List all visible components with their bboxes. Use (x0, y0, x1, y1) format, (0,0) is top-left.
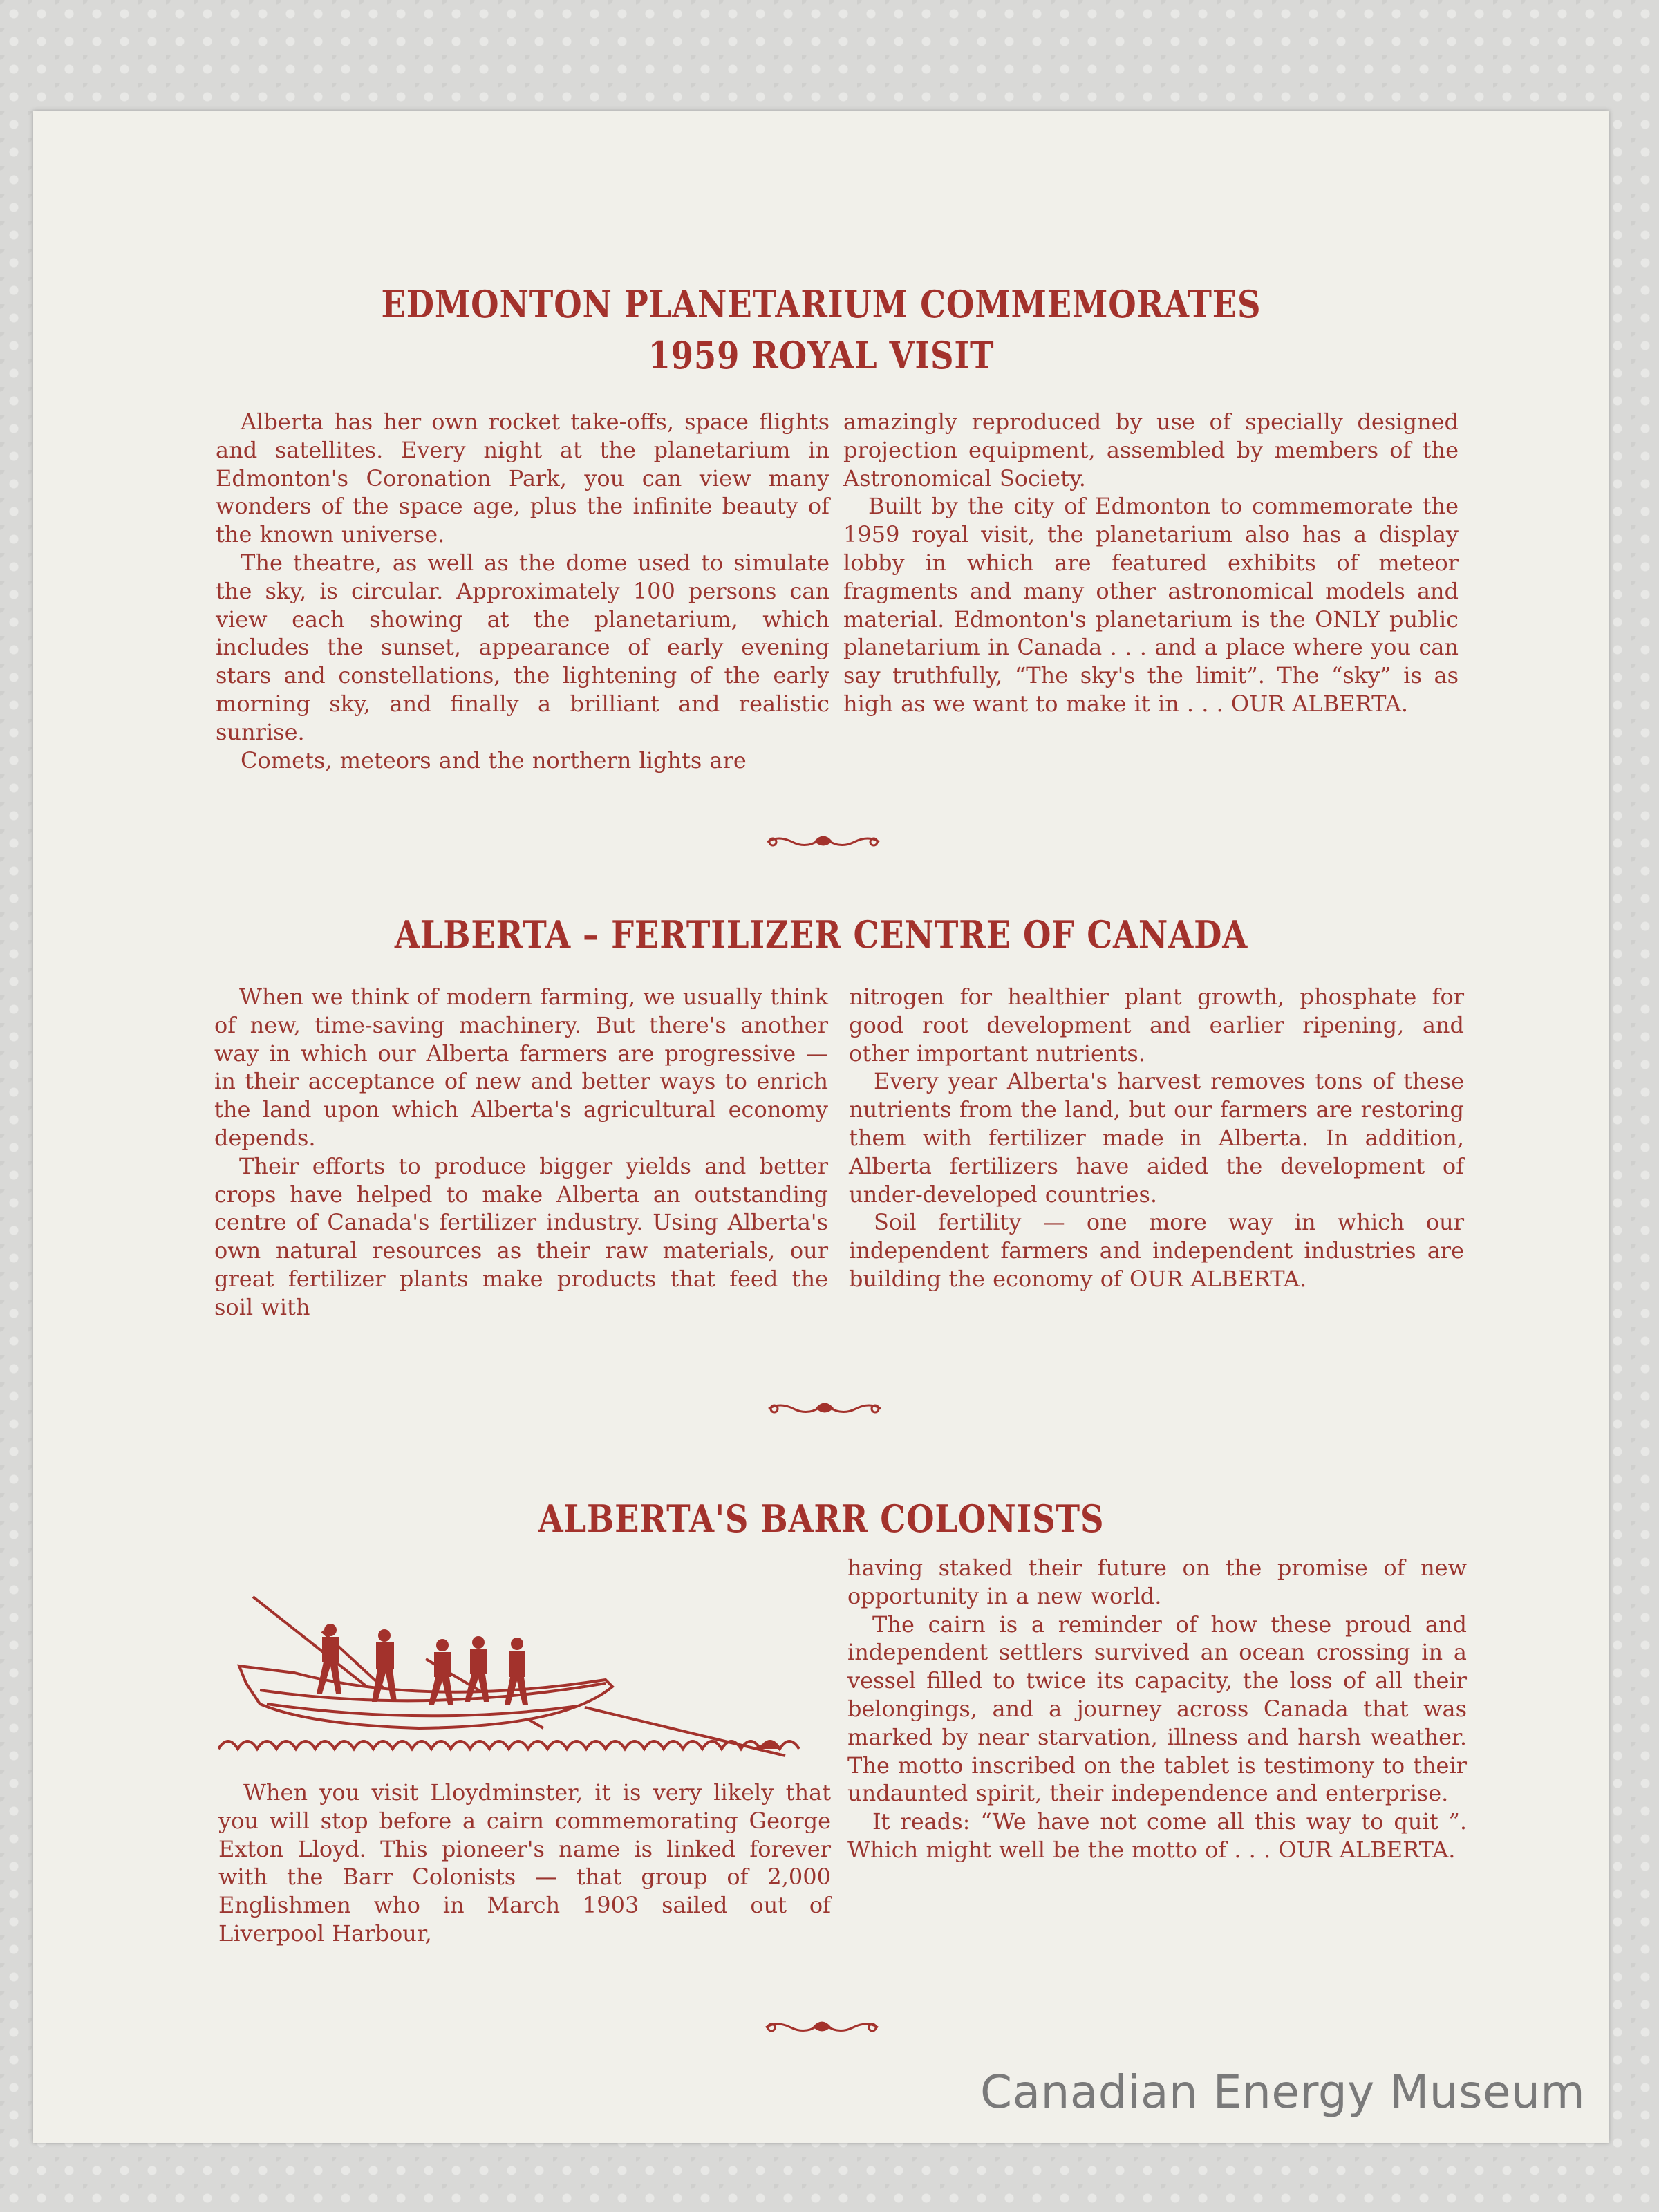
title-line: EDMONTON PLANETARIUM COMMEMORATES (381, 282, 1262, 326)
ornament-divider-icon (766, 1396, 883, 1420)
article-column-left (214, 983, 828, 1322)
article-column-right (843, 408, 1459, 718)
paragraph: It reads: “We have not come all this way to quit ”. Which might well be the motto of . . . OUR ALBERTA. (847, 1808, 1467, 1863)
article-title-fertilizer (144, 909, 1499, 960)
title-line: ALBERTA – FERTILIZER CENTRE OF CANADA (394, 912, 1248, 957)
article-title-barr-colonists (144, 1493, 1499, 1544)
paragraph: nitrogen for healthier plant growth, phosphate for good root development and earlier ripening, and other important nutrients. (849, 984, 1464, 1067)
title-line: ALBERTA'S BARR COLONISTS (538, 1497, 1105, 1541)
ornament-divider-icon (765, 830, 882, 853)
paragraph: When you visit Lloydminster, it is very likely that you will stop before a cairn commemorating George Exton Lloyd. This pioneer's name is linked forever with the Barr Colonists — that group of 2,000 Englishmen who in March 1903 sailed out of Liverpool Harbour, (218, 1779, 831, 1947)
paragraph: Soil fertility — one more way in which our independent farmers and independent industries are building the economy of OUR ALBERTA. (849, 1209, 1464, 1292)
paragraph: Alberta has her own rocket take-offs, space flights and satellites. Every night at the planetarium in Edmonton's Coronation Park, you can view many wonders of the space age, plus the infinite beauty of the known universe. (216, 409, 830, 548)
paragraph: having staked their future on the promise of new opportunity in a new world. (847, 1555, 1467, 1609)
paragraph: When we think of modern farming, we usually think of new, time-saving machinery. But there's another way in which our Alberta farmers are progressive — in their acceptance of new and better ways to enrich the land upon which Alberta's agricultural economy depends. (214, 984, 828, 1151)
article-column-right (847, 1554, 1467, 1864)
paragraph: Built by the city of Edmonton to commemorate the 1959 royal visit, the planetarium also has a display lobby in which are featured exhibits of meteor fragments and many other astronomical models and material. Edmonton's planetarium is the ONLY public planetarium in Canada . . . and a place where you can say truthfully, “The sky's the limit”. The “sky” is as high as we want to make it in . . . OUR ALBERTA. (843, 493, 1459, 717)
paragraph: Their efforts to produce bigger yields and better crops have helped to make Alberta an outstanding centre of Canada's fertilizer industry. Using Alberta's own natural resources as their raw materials, our great fertilizer plants make products that feed the soil with (214, 1152, 828, 1320)
paragraph: Comets, meteors and the northern lights are (241, 747, 747, 774)
watermark: Canadian Energy Museum (980, 2065, 1586, 2119)
paragraph: Every year Alberta's harvest removes tons of these nutrients from the land, but our farmers are restoring them with fertilizer made in Alberta. In addition, Alberta fertilizers have aided the development of under-developed countries. (849, 1068, 1464, 1208)
article-column-right (849, 983, 1464, 1293)
paragraph: The cairn is a reminder of how these proud and independent settlers survived an ocean crossing in a vessel filled to twice its capacity, the loss of all their belongings, and a journey across Canada that was marked by near starvation, illness and harsh weather. The motto inscribed on the tablet is testimony to their undaunted spirit, their independence and enterprise. (847, 1611, 1467, 1807)
ornament-divider-icon (763, 2015, 881, 2038)
document-sheet (33, 111, 1609, 2143)
article-title-planetarium (144, 279, 1499, 381)
title-line: 1959 ROYAL VISIT (648, 333, 995, 377)
article-column-left (218, 1779, 831, 1948)
paragraph: The theatre, as well as the dome used to simulate the sky, is circular. Approximately 100 persons can view each showing at the planetarium, which includes the sunset, appearance of early evening stars and constellations, the lightening of the early morning sky, and finally a brilliant and realistic sunrise. (216, 549, 830, 745)
boat-illustration-icon (218, 1541, 827, 1770)
paragraph: amazingly reproduced by use of specially designed projection equipment, assembled by members of the Astronomical Society. (843, 409, 1459, 491)
article-column-left (216, 408, 830, 774)
